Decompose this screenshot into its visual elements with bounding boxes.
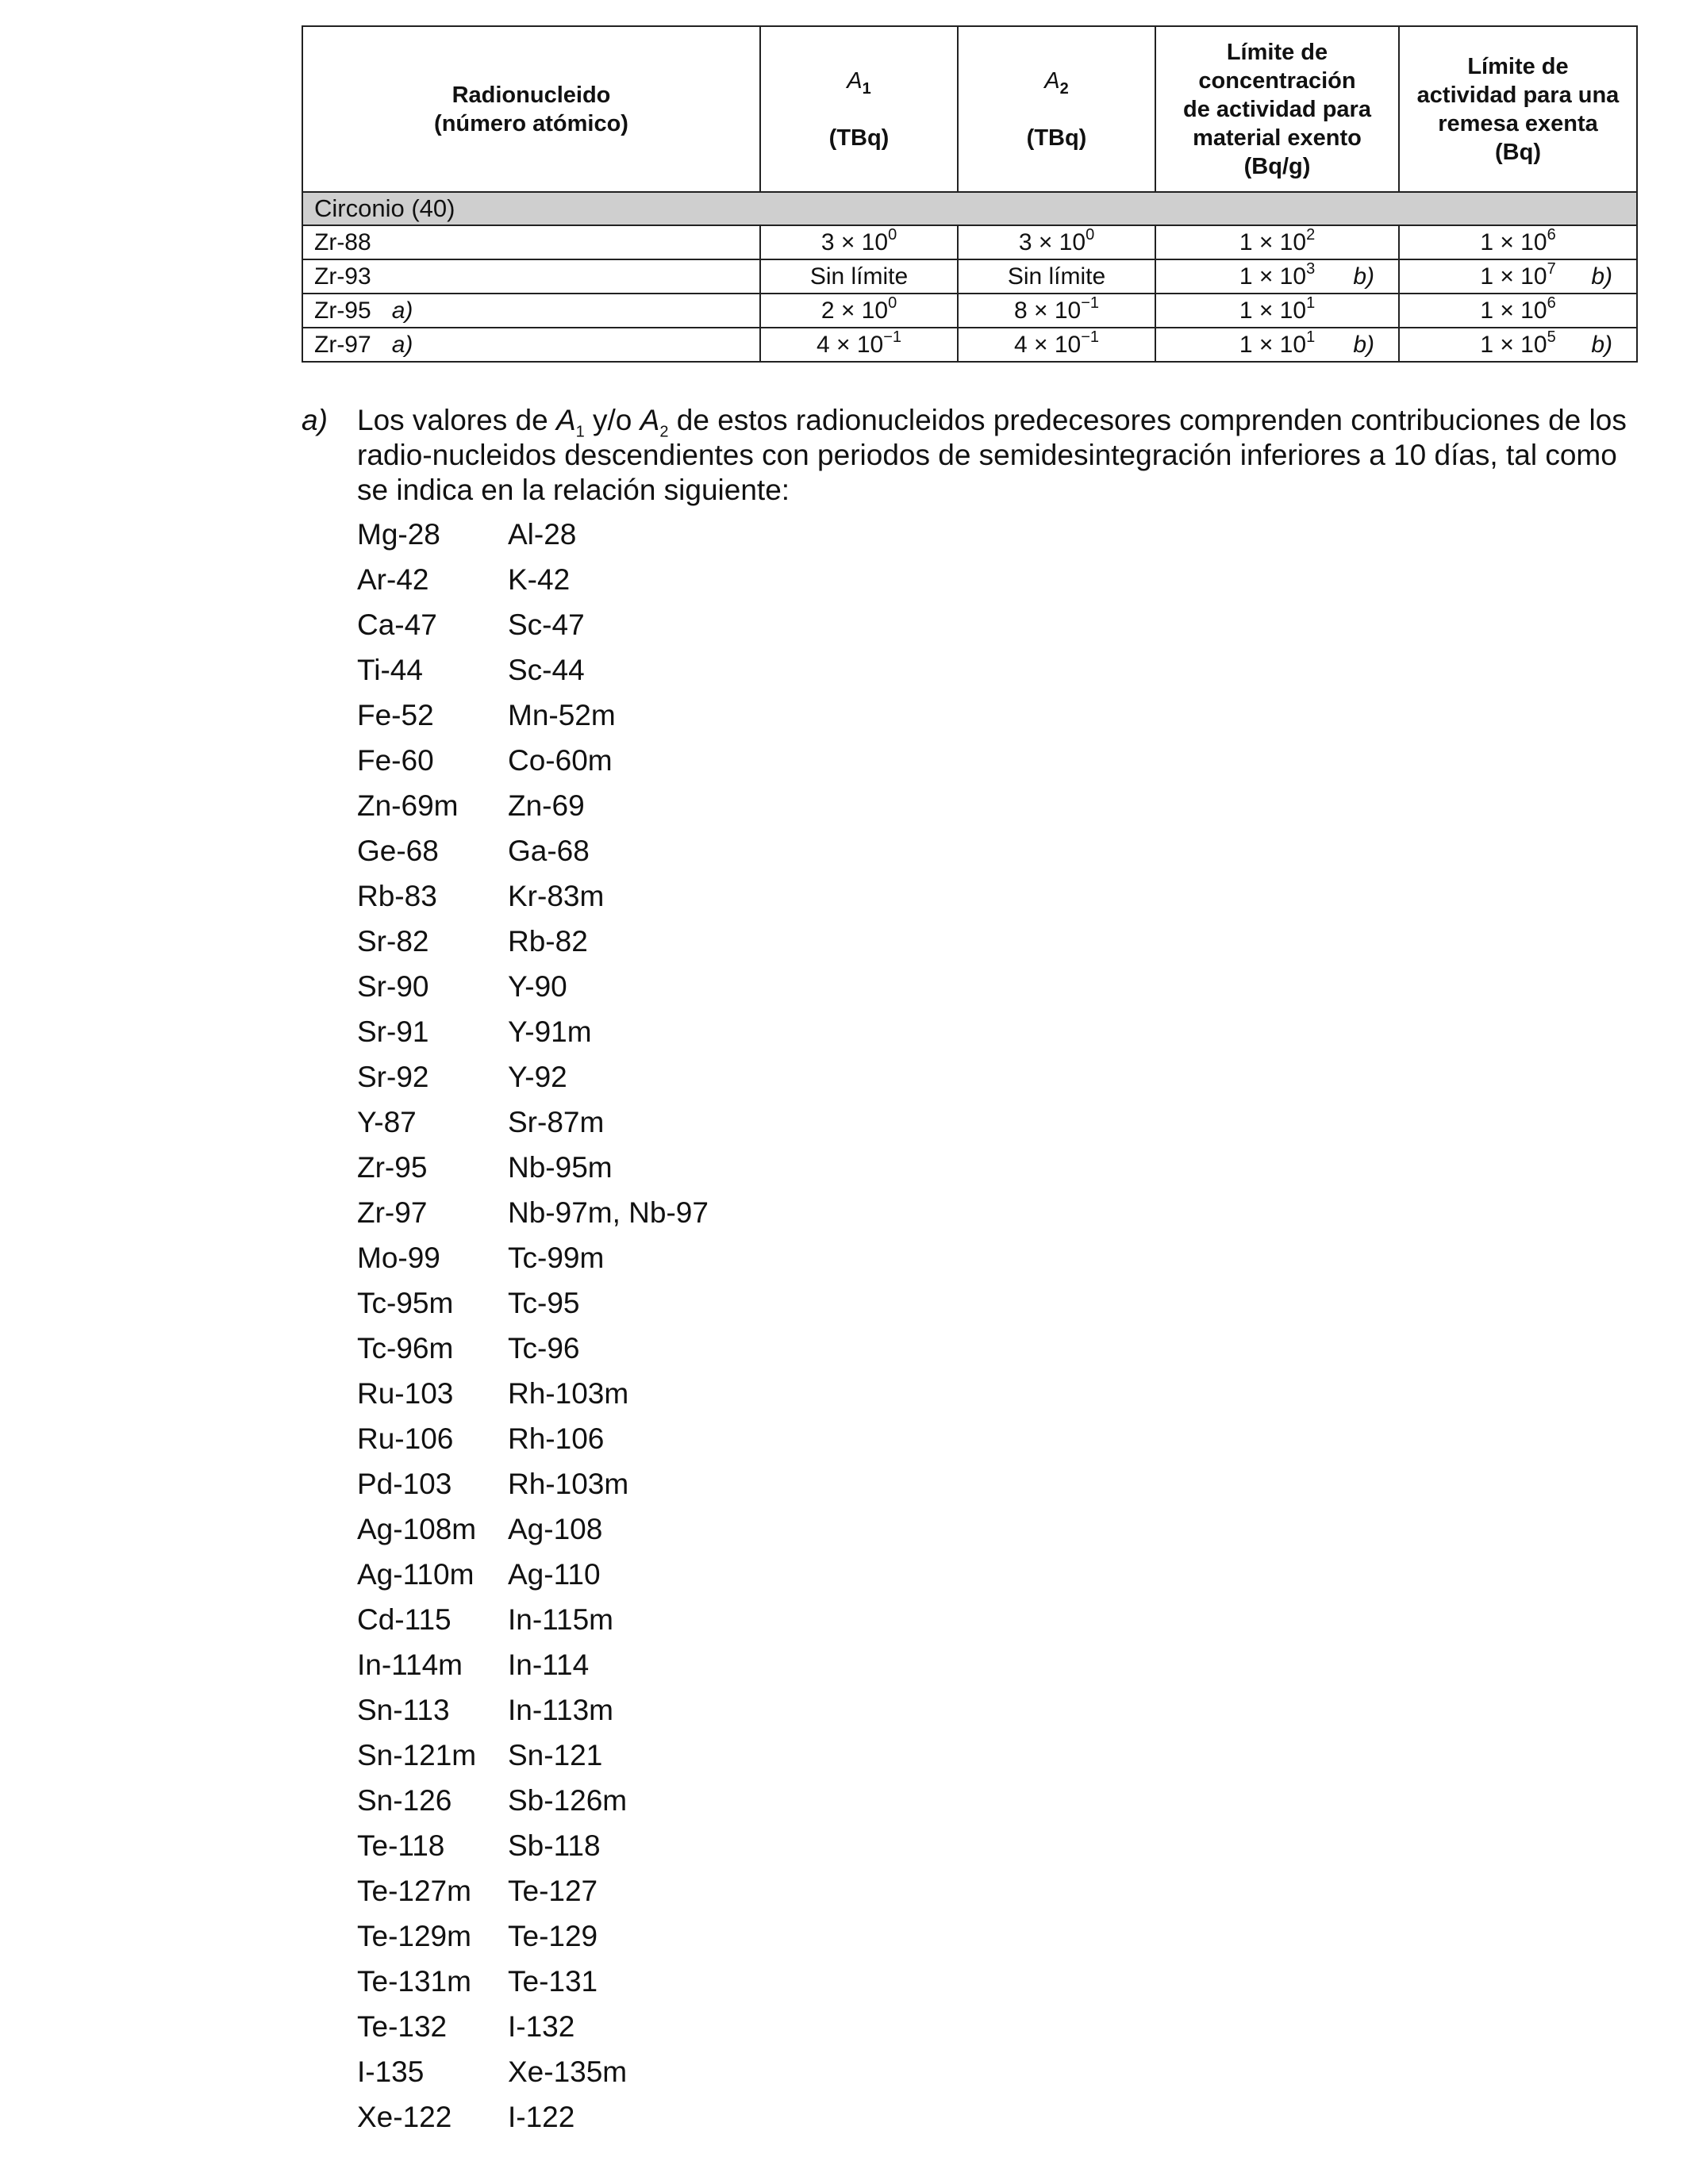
parent-radionuclide: Fe-60 — [357, 744, 434, 777]
daughter-radionuclide: Te-129 — [508, 1920, 598, 1952]
a2-mantissa: 4 × 10 — [1013, 331, 1082, 358]
exempt-conc-exponent: 1 — [1306, 294, 1316, 312]
parent-radionuclide: In-114m — [357, 1649, 463, 1681]
parent-radionuclide: Mo-99 — [357, 1242, 440, 1274]
parent-radionuclide: Cd-115 — [357, 1603, 452, 1636]
header-radionuclide — [302, 26, 760, 192]
a2-exponent: −1 — [1081, 294, 1100, 312]
daughter-radionuclide: Zn-69 — [508, 789, 585, 822]
parent-radionuclide: Ag-110m — [357, 1558, 475, 1591]
parent-radionuclide: Y-87 — [357, 1106, 417, 1138]
parent-radionuclide: Ca-47 — [357, 608, 437, 641]
header-a2-symbol: A — [1044, 67, 1060, 94]
parent-radionuclide: Sr-82 — [357, 925, 429, 958]
exempt-conc-mantissa: 1 × 10 — [1239, 263, 1307, 290]
daughter-radionuclide: Ag-108 — [508, 1513, 603, 1545]
daughter-radionuclide: Y-92 — [508, 1061, 567, 1093]
footnote-part: y/o — [584, 404, 640, 436]
a2-cell — [958, 328, 1155, 362]
daughter-radionuclide: Ag-110 — [508, 1558, 601, 1591]
daughter-radionuclide: Sr-87m — [508, 1106, 605, 1138]
parent-radionuclide: I-135 — [357, 2055, 425, 2088]
radionuclide-cell — [302, 225, 760, 259]
header-exempt-cons-line1: Límite de — [1467, 53, 1569, 79]
parent-radionuclide: Tc-96m — [357, 1332, 454, 1365]
exempt-cons-cell — [1399, 294, 1637, 328]
footnote-ref-b: b) — [1591, 331, 1612, 358]
daughter-radionuclide: Sc-47 — [508, 608, 585, 641]
parent-radionuclide: Te-131m — [357, 1965, 471, 1998]
footnote-ref-a: a) — [391, 331, 413, 358]
header-exempt-conc-line4: material exento — [1193, 125, 1362, 151]
parent-radionuclide: Zn-69m — [357, 789, 459, 822]
parent-radionuclide: Tc-95m — [357, 1287, 454, 1319]
daughter-radionuclide: Rh-103m — [508, 1468, 629, 1500]
header-a1 — [760, 26, 958, 192]
exempt-cons-mantissa: 1 × 10 — [1480, 263, 1547, 290]
header-exempt-conc-line2: concentración — [1198, 67, 1356, 94]
exempt-conc-cell — [1155, 259, 1399, 294]
a1-exponent: 0 — [888, 225, 897, 244]
parent-radionuclide: Te-129m — [357, 1920, 471, 1952]
daughter-radionuclide: Ga-68 — [508, 835, 590, 867]
header-exempt-cons-line2: actividad para una — [1416, 82, 1620, 108]
exempt-cons-cell — [1399, 259, 1637, 294]
daughter-radionuclide: Mn-52m — [508, 699, 616, 731]
footnote-subscript: 2 — [659, 423, 669, 441]
a2-mantissa: 8 × 10 — [1013, 297, 1082, 324]
footnote-ref-b: b) — [1591, 263, 1612, 290]
parent-radionuclide: Sn-121m — [357, 1739, 477, 1771]
daughter-radionuclide: I-132 — [508, 2010, 575, 2043]
a2-text: Sin límite — [1007, 263, 1106, 290]
exempt-cons-mantissa: 1 × 10 — [1480, 331, 1547, 358]
daughter-radionuclide: Sb-118 — [508, 1829, 601, 1862]
parent-radionuclide: Te-127m — [357, 1875, 471, 1907]
parent-radionuclide: Pd-103 — [357, 1468, 452, 1500]
header-a1-subscript: 1 — [862, 79, 871, 98]
a2-exponent: −1 — [1081, 328, 1100, 346]
radionuclide-name: Zr-88 — [314, 228, 371, 255]
daughter-radionuclide: In-114 — [508, 1649, 590, 1681]
exempt-cons-exponent: 6 — [1547, 225, 1556, 244]
a2-cell — [958, 225, 1155, 259]
daughter-radionuclide: K-42 — [508, 563, 571, 596]
exempt-cons-exponent: 7 — [1547, 259, 1556, 278]
header-exempt-conc-line3: de actividad para — [1183, 96, 1371, 122]
a2-cell — [958, 294, 1155, 328]
footnote-part: de estos radionucleidos predecesores comprenden contribuciones de los radio-nucleidos descendientes con periodos de semidesintegración inferiores a 10 días, tal como se indica en la relación siguiente: — [357, 404, 1627, 506]
parent-radionuclide: Zr-95 — [357, 1151, 428, 1184]
header-exempt-conc-line1: Límite de — [1226, 39, 1328, 65]
daughter-radionuclide: Te-131 — [508, 1965, 598, 1998]
header-a1-unit: (TBq) — [828, 125, 890, 151]
daughter-radionuclide: Nb-95m — [508, 1151, 613, 1184]
parent-radionuclide: Te-118 — [357, 1829, 445, 1862]
daughter-radionuclide: Sn-121 — [508, 1739, 603, 1771]
exempt-conc-cell — [1155, 294, 1399, 328]
daughter-radionuclide: Tc-99m — [508, 1242, 605, 1274]
parent-radionuclide: Sr-92 — [357, 1061, 429, 1093]
a1-mantissa: 3 × 10 — [820, 228, 889, 255]
a2-cell — [958, 259, 1155, 294]
footnote-symbol-a: A — [555, 404, 576, 436]
a1-mantissa: 4 × 10 — [816, 331, 884, 358]
table-row — [302, 328, 1637, 362]
header-exempt-cons-line4: (Bq) — [1495, 139, 1541, 165]
daughter-radionuclide: Y-90 — [508, 970, 567, 1003]
parent-radionuclide: Fe-52 — [357, 699, 434, 731]
parent-radionuclide: Ti-44 — [357, 654, 423, 686]
daughter-radionuclide: In-115m — [508, 1603, 613, 1636]
radionuclide-table — [302, 25, 1638, 363]
exempt-cons-exponent: 6 — [1547, 294, 1556, 312]
exempt-conc-cell — [1155, 328, 1399, 362]
footnote-symbol-a: A — [640, 404, 660, 436]
parent-radionuclide: Mg-28 — [357, 518, 440, 551]
footnote-part: Los valores de — [357, 404, 556, 436]
parent-radionuclide: Sr-91 — [357, 1015, 429, 1048]
daughter-radionuclide: Sb-126m — [508, 1784, 628, 1817]
table-row — [302, 294, 1637, 328]
a1-cell — [760, 294, 958, 328]
exempt-conc-mantissa: 1 × 10 — [1239, 331, 1307, 358]
daughter-radionuclide: Te-127 — [508, 1875, 598, 1907]
a2-mantissa: 3 × 10 — [1018, 228, 1086, 255]
header-exempt-concentration — [1155, 26, 1399, 192]
radionuclide-cell — [302, 328, 760, 362]
daughter-radionuclide: Kr-83m — [508, 880, 605, 912]
exempt-cons-exponent: 5 — [1547, 328, 1556, 346]
a1-exponent: −1 — [883, 328, 902, 346]
daughter-radionuclide: Co-60m — [508, 744, 613, 777]
radionuclide-table-container — [302, 25, 1636, 363]
group-row — [302, 192, 1637, 225]
header-a2-unit: (TBq) — [1026, 125, 1087, 151]
parent-radionuclide: Ge-68 — [357, 835, 439, 867]
daughter-radionuclide: Rh-103m — [508, 1377, 629, 1410]
a1-mantissa: 2 × 10 — [820, 297, 889, 324]
exempt-cons-mantissa: 1 × 10 — [1480, 228, 1547, 255]
daughter-radionuclide: In-113m — [508, 1694, 613, 1726]
table-row — [302, 225, 1637, 259]
a1-cell — [760, 225, 958, 259]
daughter-radionuclide: Rh-106 — [508, 1422, 605, 1455]
exempt-conc-mantissa: 1 × 10 — [1239, 297, 1307, 324]
radionuclide-cell — [302, 259, 760, 294]
header-radionuclide-line1: Radionucleido — [452, 82, 611, 108]
header-a1-symbol: A — [847, 67, 863, 94]
header-exempt-conc-line5: (Bq/g) — [1243, 153, 1311, 179]
parent-radionuclide: Sn-126 — [357, 1784, 452, 1817]
parent-radionuclide: Ag-108m — [357, 1513, 477, 1545]
footnote-ref-a: a) — [391, 297, 413, 324]
parent-radionuclide: Te-132 — [357, 2010, 448, 2043]
parent-radionuclide: Ru-103 — [357, 1377, 454, 1410]
a1-text: Sin límite — [809, 263, 909, 290]
header-a2-subscript: 2 — [1059, 79, 1069, 98]
daughter-radionuclide: Sc-44 — [508, 654, 585, 686]
radionuclide-cell — [302, 294, 760, 328]
exempt-cons-cell — [1399, 225, 1637, 259]
header-radionuclide-line2: (número atómico) — [434, 110, 628, 136]
parent-radionuclide: Xe-122 — [357, 2101, 452, 2133]
header-exempt-cons-line3: remesa exenta — [1438, 110, 1598, 136]
group-label: Circonio (40) — [302, 192, 1637, 225]
table-header-row — [302, 26, 1637, 192]
footnote-text — [357, 403, 1643, 508]
radionuclide-name: Zr-95 — [314, 297, 371, 324]
exempt-conc-exponent: 2 — [1306, 225, 1316, 244]
a2-exponent: 0 — [1086, 225, 1095, 244]
a1-exponent: 0 — [888, 294, 897, 312]
parent-radionuclide: Sn-113 — [357, 1694, 450, 1726]
daughter-radionuclide: Nb-97m, Nb-97 — [508, 1196, 709, 1229]
footnote-label: a) — [302, 404, 328, 436]
parent-radionuclide: Ar-42 — [357, 563, 429, 596]
parent-radionuclide: Zr-97 — [357, 1196, 428, 1229]
table-row — [302, 259, 1637, 294]
footnote-a — [302, 403, 1643, 508]
parent-radionuclide: Sr-90 — [357, 970, 429, 1003]
exempt-conc-exponent: 1 — [1306, 328, 1316, 346]
daughter-radionuclide: Rb-82 — [508, 925, 588, 958]
footnote-ref-b: b) — [1353, 263, 1374, 290]
radionuclide-name: Zr-93 — [314, 263, 371, 290]
exempt-conc-cell — [1155, 225, 1399, 259]
exempt-cons-cell — [1399, 328, 1637, 362]
exempt-conc-mantissa: 1 × 10 — [1239, 228, 1307, 255]
daughter-radionuclide: Xe-135m — [508, 2055, 628, 2088]
daughter-radionuclide: Tc-95 — [508, 1287, 580, 1319]
footnote-subscript: 1 — [575, 423, 585, 441]
a1-cell — [760, 328, 958, 362]
daughter-radionuclide: Y-91m — [508, 1015, 592, 1048]
a1-cell — [760, 259, 958, 294]
radionuclide-name: Zr-97 — [314, 331, 371, 358]
daughter-radionuclide: I-122 — [508, 2101, 575, 2133]
header-a2 — [958, 26, 1155, 192]
daughter-radionuclide: Tc-96 — [508, 1332, 580, 1365]
exempt-cons-mantissa: 1 × 10 — [1480, 297, 1547, 324]
footnote-ref-b: b) — [1353, 331, 1374, 358]
daughter-radionuclide: Al-28 — [508, 518, 577, 551]
parent-radionuclide: Rb-83 — [357, 880, 437, 912]
header-exempt-consignment — [1399, 26, 1637, 192]
exempt-conc-exponent: 3 — [1306, 259, 1316, 278]
parent-radionuclide: Ru-106 — [357, 1422, 454, 1455]
